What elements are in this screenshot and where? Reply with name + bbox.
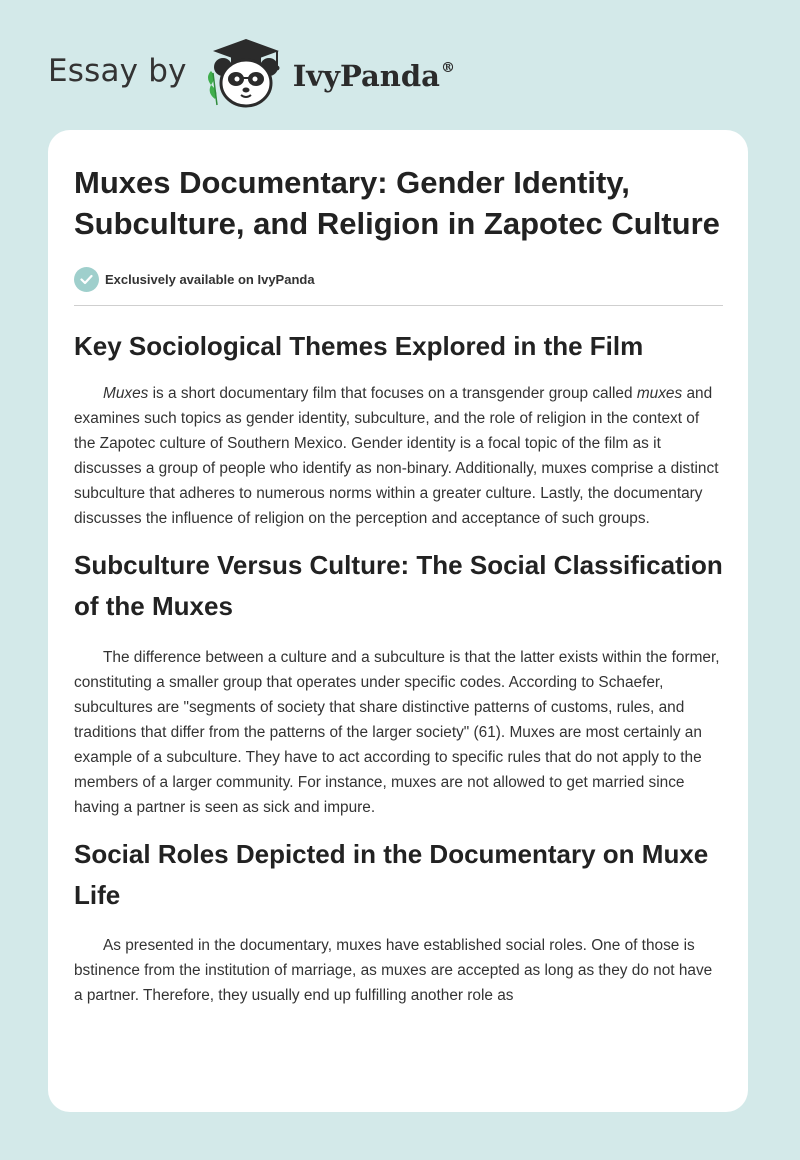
section-social-roles [74, 834, 724, 1008]
essay-content [74, 162, 724, 1008]
section-heading: Key Sociological Themes Explored in the Film [74, 331, 644, 361]
italic-term: muxes [636, 385, 683, 402]
essay-by-label: Essay by [48, 53, 187, 89]
brand-name[interactable]: IvyPanda® [292, 59, 455, 93]
registered-mark: ® [440, 60, 455, 76]
section-paragraph: Muxes is a short documentary film that focuses on a transgender group called muxes and examines such topics as gender identity, subculture, and the role of religion in the context of the Zapotec culture of Southern Mexico. Gender identity is a focal topic of the film as it discusses a group of people who identify as non-binary. Additionally, muxes comprise a distinct subculture that adheres to numerous norms within a greater culture. Lastly, the documentary discusses the influence of religion on the perception and acceptance of such groups. [74, 385, 719, 527]
section-paragraph: As presented in the documentary, muxes have established social roles. One of those is bstinence from the institution of marriage, as muxes are accepted as long as they do not have a partner. Therefore, they usually end up fulfilling another role as [74, 937, 713, 1004]
section-heading: Social Roles Depicted in the Documentary on Muxe Life [74, 839, 709, 910]
essay-card [48, 130, 748, 1112]
section-subculture [74, 545, 724, 820]
section-heading: Subculture Versus Culture: The Social Classification of the Muxes [74, 550, 723, 621]
divider [74, 305, 723, 306]
panda-graduate-icon [201, 33, 291, 113]
italic-term: Muxes [103, 385, 149, 402]
essay-title: Muxes Documentary: Gender Identity, Subculture, and Religion in Zapotec Culture [74, 165, 720, 241]
exclusive-label: Exclusively available on IvyPanda [105, 271, 315, 287]
section-themes [74, 326, 724, 531]
section-paragraph: The difference between a culture and a subculture is that the latter exists within the former, constituting a smaller group that operates under specific codes. According to Schaefer, subcultures are "segments of society that share distinctive patterns of customs, rules, and traditions that differ from the patterns of the larger society" (61). Muxes are most certainly an example of a subculture. They have to act according to specific rules that do not apply to the members of a larger community. For instance, muxes are not allowed to get married since having a partner is seen as sick and impure. [74, 649, 720, 816]
exclusive-badge [74, 266, 724, 292]
site-header [48, 30, 648, 120]
check-icon [74, 267, 99, 292]
